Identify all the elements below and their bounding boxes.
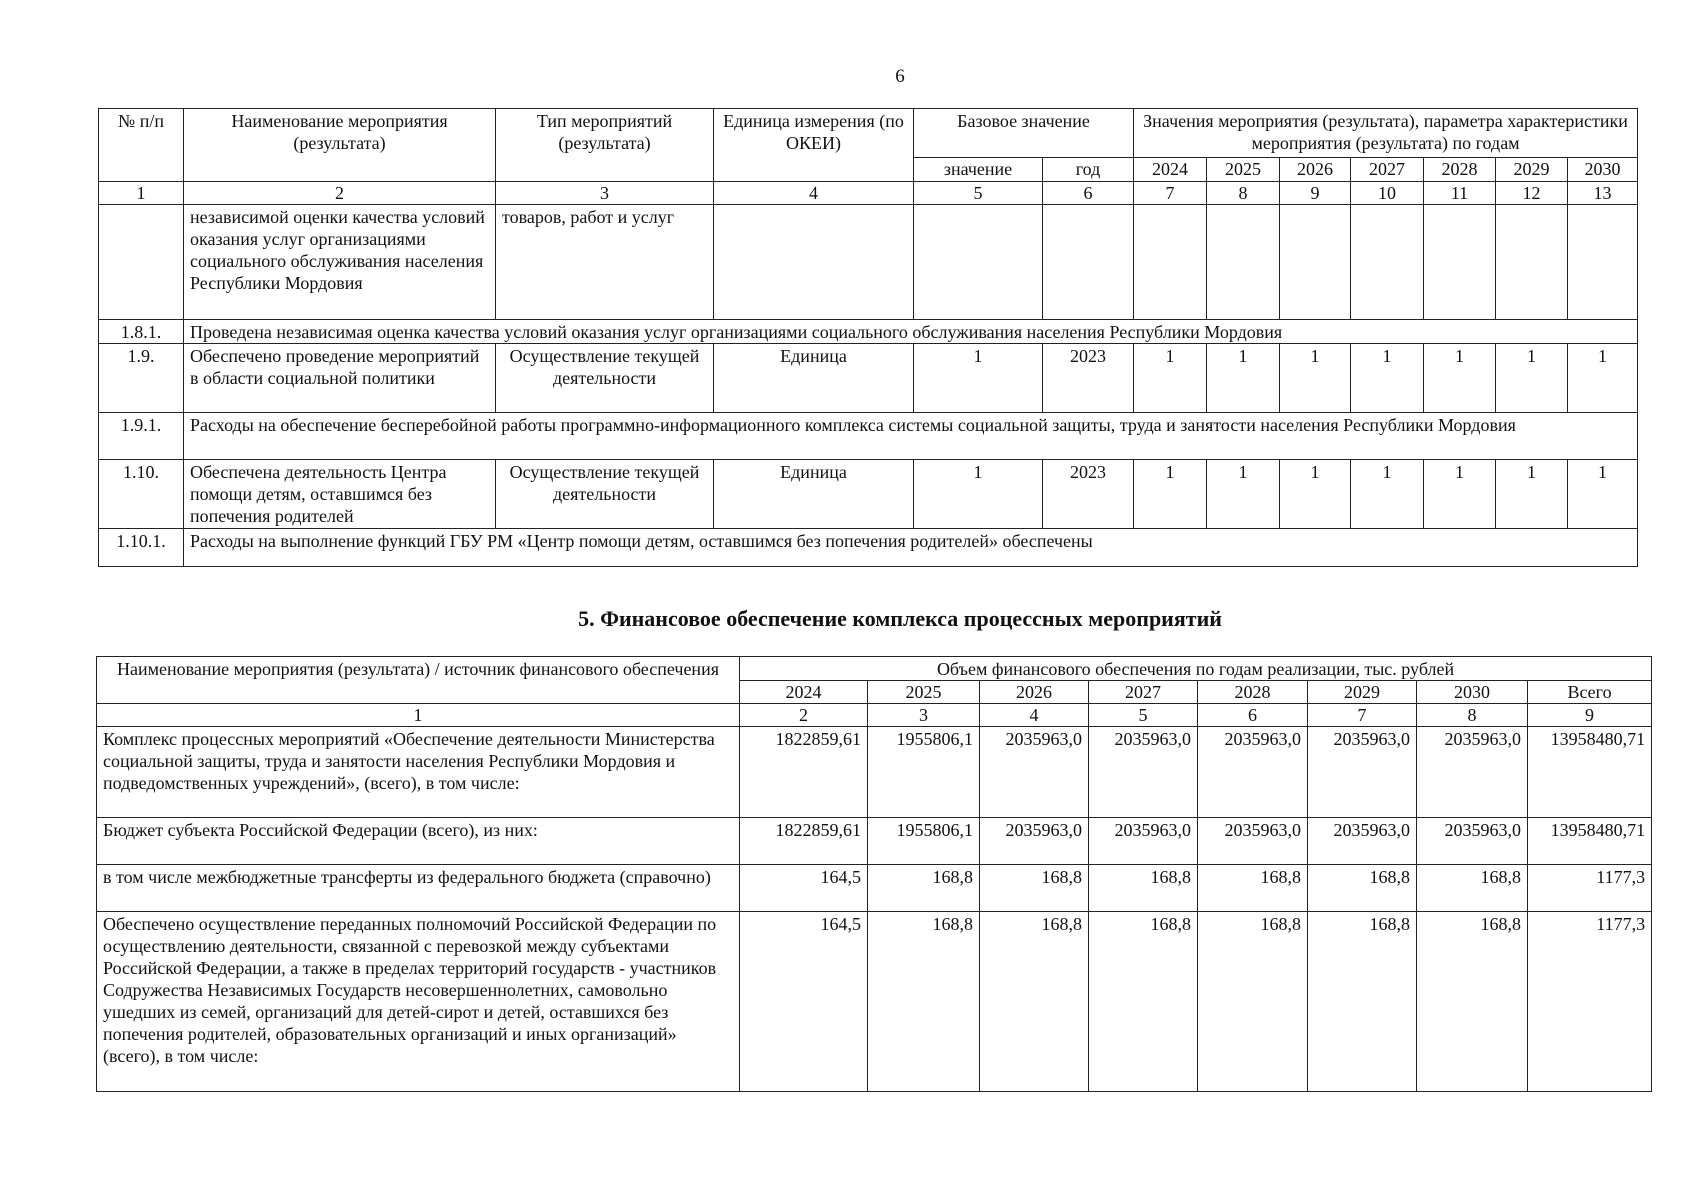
row-total: 1177,3 [1528, 912, 1652, 1092]
activities-table [98, 108, 1638, 567]
header-year: 2024 [1134, 158, 1207, 182]
row-text: Расходы на выполнение функций ГБУ РМ «Центр помощи детям, оставшимся без попечения родителей» обеспечены [184, 529, 1638, 567]
row-value: 1 [1134, 460, 1207, 529]
col-number: 7 [1308, 704, 1417, 727]
row-num: 1.8.1. [99, 320, 184, 344]
header-year: 2026 [980, 681, 1089, 704]
row-value: 1 [1207, 460, 1280, 529]
row-value: 1 [1424, 460, 1496, 529]
table-row [99, 205, 1638, 320]
header-type: Тип мероприятий (результата) [496, 109, 714, 182]
table1-header-row [99, 109, 1638, 158]
table-row [99, 413, 1638, 460]
table-row [99, 344, 1638, 413]
row-total: 1177,3 [1528, 865, 1652, 912]
col-number: 2 [740, 704, 868, 727]
row-base-value: 1 [914, 460, 1043, 529]
header-base-value: значение [914, 158, 1043, 182]
row-value: 168,8 [1198, 865, 1308, 912]
col-number: 2 [184, 182, 496, 205]
row-value: 2035963,0 [980, 727, 1089, 818]
row-value: 1 [1568, 460, 1638, 529]
col-number: 1 [97, 704, 740, 727]
col-number: 5 [1089, 704, 1198, 727]
header-base-year: год [1043, 158, 1134, 182]
col-number: 11 [1424, 182, 1496, 205]
header-year: 2029 [1308, 681, 1417, 704]
row-value: 2035963,0 [1089, 818, 1198, 865]
row-value: 2035963,0 [1417, 818, 1528, 865]
row-value: 164,5 [740, 865, 868, 912]
row-value: 2035963,0 [1417, 727, 1528, 818]
row-value: 1 [1496, 344, 1568, 413]
row-name: Комплекс процессных мероприятий «Обеспечение деятельности Министерства социальной защиты, труда и занятости населения Республики Мордовия и подведомственных учреждений», (всего), в том числе: [97, 727, 740, 818]
row-value: 168,8 [868, 912, 980, 1092]
row-value: 168,8 [1417, 912, 1528, 1092]
row-value: 1 [1568, 344, 1638, 413]
row-name: независимой оценки качества условий оказания услуг организациями социального обслуживания населения Республики Мордовия [184, 205, 496, 320]
row-value: 168,8 [1308, 865, 1417, 912]
row-value: 168,8 [1417, 865, 1528, 912]
header-year: 2026 [1280, 158, 1351, 182]
row-num: 1.10.1. [99, 529, 184, 567]
row-value: 1822859,61 [740, 727, 868, 818]
row-unit: Единица [714, 460, 914, 529]
row-value: 2035963,0 [1198, 727, 1308, 818]
header-base: Базовое значение [914, 109, 1134, 158]
row-value: 168,8 [1089, 912, 1198, 1092]
financing-table [96, 656, 1652, 1092]
page-number: 6 [895, 66, 905, 87]
row-num: 1.9. [99, 344, 184, 413]
row-value: 168,8 [980, 912, 1089, 1092]
row-value: 168,8 [1089, 865, 1198, 912]
row-value: 164,5 [740, 912, 868, 1092]
row-name: Обеспечена деятельность Центра помощи детям, оставшимся без попечения родителей [184, 460, 496, 529]
col-number: 8 [1417, 704, 1528, 727]
header-year: 2030 [1568, 158, 1638, 182]
header-year: 2028 [1198, 681, 1308, 704]
col-number: 12 [1496, 182, 1568, 205]
col-number: 7 [1134, 182, 1207, 205]
row-value: 168,8 [980, 865, 1089, 912]
header-year: 2024 [740, 681, 868, 704]
row-value: 1955806,1 [868, 727, 980, 818]
row-base-year: 2023 [1043, 460, 1134, 529]
row-value: 1 [1280, 460, 1351, 529]
row-value: 168,8 [1198, 912, 1308, 1092]
row-total: 13958480,71 [1528, 818, 1652, 865]
row-type: Осуществление текущей деятельности [496, 460, 714, 529]
table-row [99, 320, 1638, 344]
table-row [99, 460, 1638, 529]
row-value: 1955806,1 [868, 818, 980, 865]
row-value: 2035963,0 [1308, 818, 1417, 865]
col-number: 4 [980, 704, 1089, 727]
col-number: 6 [1198, 704, 1308, 727]
row-num: 1.10. [99, 460, 184, 529]
col-number: 9 [1528, 704, 1652, 727]
col-number: 13 [1568, 182, 1638, 205]
row-value: 168,8 [868, 865, 980, 912]
row-value: 2035963,0 [1198, 818, 1308, 865]
row-type: Осуществление текущей деятельности [496, 344, 714, 413]
col-number: 10 [1351, 182, 1424, 205]
col-number: 6 [1043, 182, 1134, 205]
header-year: 2027 [1351, 158, 1424, 182]
table2-header-row [97, 657, 1652, 681]
header-unit: Единица измерения (по ОКЕИ) [714, 109, 914, 182]
header-volume: Объем финансового обеспечения по годам реализации, тыс. рублей [740, 657, 1652, 681]
col-number: 3 [868, 704, 980, 727]
row-text: Проведена независимая оценка качества условий оказания услуг организациями социального обслуживания населения Республики Мордовия [184, 320, 1638, 344]
row-num: 1.9.1. [99, 413, 184, 460]
row-value: 168,8 [1308, 912, 1417, 1092]
col-number: 9 [1280, 182, 1351, 205]
row-type: товаров, работ и услуг [496, 205, 714, 320]
table-row [99, 529, 1638, 567]
row-name: Обеспечено проведение мероприятий в области социальной политики [184, 344, 496, 413]
row-value: 2035963,0 [1089, 727, 1198, 818]
header-year: 2030 [1417, 681, 1528, 704]
table2-col-numbers-row [97, 704, 1652, 727]
col-number: 5 [914, 182, 1043, 205]
header-year: 2025 [1207, 158, 1280, 182]
row-value: 1 [1496, 460, 1568, 529]
table-row [97, 818, 1652, 865]
row-value: 1 [1280, 344, 1351, 413]
row-value: 1 [1351, 344, 1424, 413]
row-base-value: 1 [914, 344, 1043, 413]
row-unit: Единица [714, 344, 914, 413]
header-name: Наименование мероприятия (результата) [184, 109, 496, 182]
table-row [97, 912, 1652, 1092]
row-name: Обеспечено осуществление переданных полномочий Российской Федерации по осуществлению деятельности, связанной с перевозкой между субъектами Российской Федерации, а также в пределах территорий государств - участников Содружества Независимых Государств несовершеннолетних, самовольно ушедших из семей, организаций для детей-сирот и детей, оставшихся без попечения родителей, образовательных организаций и иных организаций» (всего), в том числе: [97, 912, 740, 1092]
header-values: Значения мероприятия (результата), параметра характеристики мероприятия (результата) по годам [1134, 109, 1638, 158]
row-value: 2035963,0 [1308, 727, 1417, 818]
row-name: в том числе межбюджетные трансферты из федерального бюджета (справочно) [97, 865, 740, 912]
col-number: 8 [1207, 182, 1280, 205]
header-year: 2029 [1496, 158, 1568, 182]
header-year: 2027 [1089, 681, 1198, 704]
row-name: Бюджет субъекта Российской Федерации (всего), из них: [97, 818, 740, 865]
header-total: Всего [1528, 681, 1652, 704]
table-row [97, 727, 1652, 818]
col-number: 3 [496, 182, 714, 205]
row-value: 1 [1134, 344, 1207, 413]
row-base-year: 2023 [1043, 344, 1134, 413]
row-value: 1822859,61 [740, 818, 868, 865]
col-number: 1 [99, 182, 184, 205]
col-number: 4 [714, 182, 914, 205]
row-value: 1 [1207, 344, 1280, 413]
header-name: Наименование мероприятия (результата) / источник финансового обеспечения [97, 657, 740, 704]
row-value: 1 [1351, 460, 1424, 529]
section-title: 5. Финансовое обеспечение комплекса процессных мероприятий [578, 606, 1222, 631]
header-num: № п/п [99, 109, 184, 182]
table-row [97, 865, 1652, 912]
row-text: Расходы на обеспечение бесперебойной работы программно-информационного комплекса системы социальной защиты, труда и занятости населения Республики Мордовия [184, 413, 1638, 460]
table1-col-numbers-row [99, 182, 1638, 205]
row-total: 13958480,71 [1528, 727, 1652, 818]
header-year: 2028 [1424, 158, 1496, 182]
header-year: 2025 [868, 681, 980, 704]
row-value: 2035963,0 [980, 818, 1089, 865]
row-value: 1 [1424, 344, 1496, 413]
